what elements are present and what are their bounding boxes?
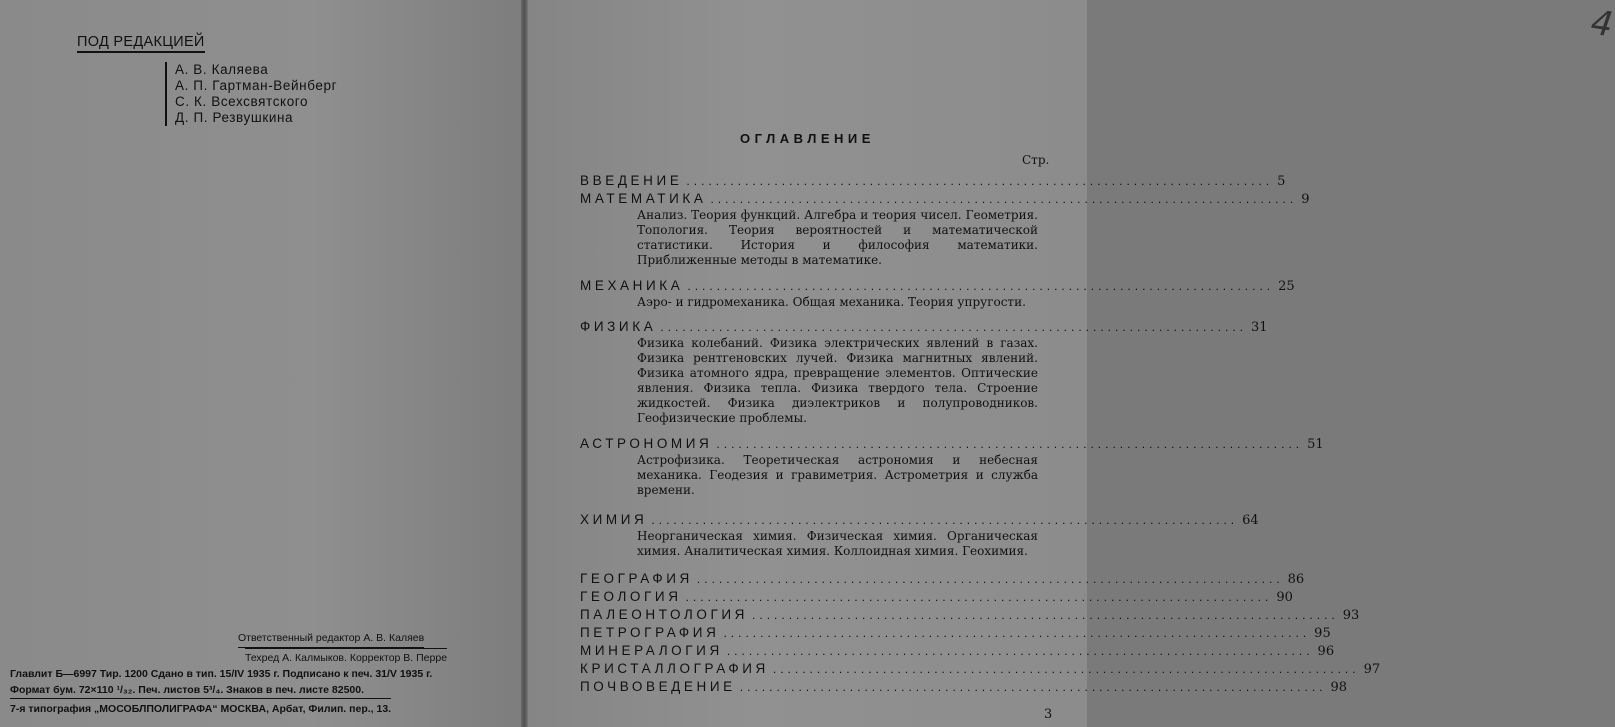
toc-leader-dots: ................................................................................: [696, 572, 1284, 586]
toc-entry-page: 5: [1277, 174, 1286, 189]
format-line: Формат бум. 72×110 ¹/₃₂. Печ. листов 5³/₄. Знаков в печ. листе 82500.: [10, 684, 365, 696]
editor-name: А. П. Гартман-Вейнберг: [175, 78, 338, 93]
editor-name: А. В. Каляева: [175, 62, 269, 77]
page-number: 3: [1044, 707, 1053, 722]
toc-line: [580, 642, 1335, 660]
toc-entry-title: ФИЗИКА: [580, 319, 657, 334]
toc-entry-title: ХИМИЯ: [580, 512, 648, 527]
toc-entry-description: Астрофизика. Теоретическая астрономия и небесная механика. Геодезия и гравиметрия. Астрометрия и служба времени.: [637, 453, 1038, 497]
toc-title: ОГЛАВЛЕНИЕ: [740, 131, 875, 146]
editor-list: [165, 62, 337, 126]
toc-leader-dots: ................................................................................: [752, 608, 1339, 622]
toc-entry-title: ПАЛЕОНТОЛОГИЯ: [580, 607, 749, 622]
toc-entry: [580, 660, 1381, 678]
toc-entry-page: 90: [1276, 590, 1293, 605]
toc-entry: [580, 277, 1295, 310]
left-page: [0, 0, 523, 727]
toc-line: [580, 570, 1305, 588]
toc-entry: [580, 678, 1348, 696]
toc-leader-dots: ................................................................................: [716, 437, 1304, 451]
toc-entry-title: МЕХАНИКА: [580, 278, 684, 293]
toc-entry: [580, 435, 1324, 498]
toc-leader-dots: ................................................................................: [651, 513, 1239, 527]
toc-line: [580, 606, 1360, 624]
toc-line: [580, 277, 1295, 295]
toc-line: [580, 318, 1268, 336]
toc-line: [580, 190, 1310, 208]
editorial-heading: ПОД РЕДАКЦИЕЙ: [77, 34, 205, 53]
toc-leader-dots: ................................................................................: [660, 320, 1248, 334]
toc-leader-dots: ................................................................................: [772, 662, 1360, 676]
toc-entry-title: ГЕОГРАФИЯ: [580, 571, 693, 586]
book-gutter: [521, 0, 528, 727]
toc-entry: [580, 588, 1293, 606]
toc-entry-title: МАТЕМАТИКА: [580, 191, 707, 206]
printer-line: 7-я типография „МОСОБЛПОЛИГРАФА“ МОСКВА, Арбат, Филип. пер., 13.: [10, 698, 391, 717]
table-of-contents: [580, 172, 1381, 696]
toc-entry-description: Анализ. Теория функций. Алгебра и теория чисел. Геометрия. Топология. Теория вероятностей и математической статистики. История и философия математики. Приближенные методы в математике.: [637, 208, 1038, 267]
toc-entry-page: 95: [1314, 626, 1331, 641]
glavlit-line: Главлит Б—6997 Тир. 1200 Сдано в тип. 15/IV 1935 г. Подписано к печ. 31/V 1935 г.: [10, 668, 433, 680]
toc-line: [580, 678, 1348, 696]
toc-entry: [580, 172, 1286, 190]
toc-entry-title: ВВЕДЕНИЕ: [580, 173, 683, 188]
toc-line: [580, 172, 1286, 190]
toc-entry: [580, 318, 1268, 426]
toc-entry-page: 86: [1287, 572, 1305, 587]
toc-entry-title: МИНЕРАЛОГИЯ: [580, 643, 723, 658]
handwritten-mark: 4: [1588, 2, 1615, 46]
responsible-editor: Ответственный редактор А. В. Каляев: [238, 630, 424, 648]
toc-leader-dots: ................................................................................: [685, 590, 1273, 604]
imprint-block: [10, 630, 492, 717]
editor-name: Д. П. Резвушкина: [175, 110, 294, 125]
toc-leader-dots: ................................................................................: [686, 174, 1274, 188]
toc-leader-dots: ................................................................................: [726, 644, 1314, 658]
toc-entry-description: Неорганическая химия. Физическая химия. Органическая химия. Аналитическая химия. Коллоидная химия. Геохимия.: [637, 529, 1038, 558]
toc-entry-page: 51: [1307, 437, 1324, 452]
toc-leader-dots: ................................................................................: [710, 192, 1298, 206]
page-column-label: Стр.: [1022, 153, 1050, 167]
toc-line: [580, 624, 1331, 642]
tech-editor: Техред А. Калмыков. Корректор В. Перре: [245, 648, 447, 666]
toc-entry-page: 96: [1317, 644, 1335, 659]
toc-entry: [580, 190, 1310, 268]
toc-line: [580, 511, 1259, 529]
toc-entry-page: 98: [1330, 680, 1348, 695]
toc-entry-title: ПОЧВОВЕДЕНИЕ: [580, 679, 736, 694]
toc-entry: [580, 642, 1335, 660]
editor-name: С. К. Всехсвятского: [175, 94, 309, 109]
toc-entry-page: 9: [1301, 192, 1310, 207]
toc-line: [580, 588, 1293, 606]
toc-line: [580, 660, 1381, 678]
toc-entry-title: ПЕТРОГРАФИЯ: [580, 625, 720, 640]
toc-entry: [580, 624, 1331, 642]
toc-entry-description: Физика колебаний. Физика электрических явлений в газах. Физика рентгеновских лучей. Физика магнитных явлений. Физика атомного ядра, превращение элементов. Оптические явления. Физика тепла. Физика твердого тела. Строение жидкостей. Физика диэлектриков и полупроводников. Геофизические проблемы.: [637, 336, 1038, 425]
toc-line: [580, 435, 1324, 453]
toc-leader-dots: ................................................................................: [687, 279, 1275, 293]
toc-entry-description: Аэро- и гидромеханика. Общая механика. Теория упругости.: [637, 295, 1026, 309]
toc-entry-page: 64: [1242, 513, 1259, 528]
toc-leader-dots: ................................................................................: [739, 680, 1327, 694]
toc-entry-title: КРИСТАЛЛОГРАФИЯ: [580, 661, 769, 676]
toc-entry-title: АСТРОНОМИЯ: [580, 436, 713, 451]
toc-entry-page: 25: [1278, 279, 1295, 294]
toc-entry: [580, 570, 1305, 588]
toc-entry: [580, 606, 1360, 624]
toc-leader-dots: ................................................................................: [723, 626, 1311, 640]
toc-entry-page: 93: [1342, 608, 1360, 623]
toc-entry-page: 97: [1363, 662, 1381, 677]
toc-entry: [580, 511, 1259, 559]
toc-entry-title: ГЕОЛОГИЯ: [580, 589, 682, 604]
toc-entry-page: 31: [1251, 320, 1268, 335]
